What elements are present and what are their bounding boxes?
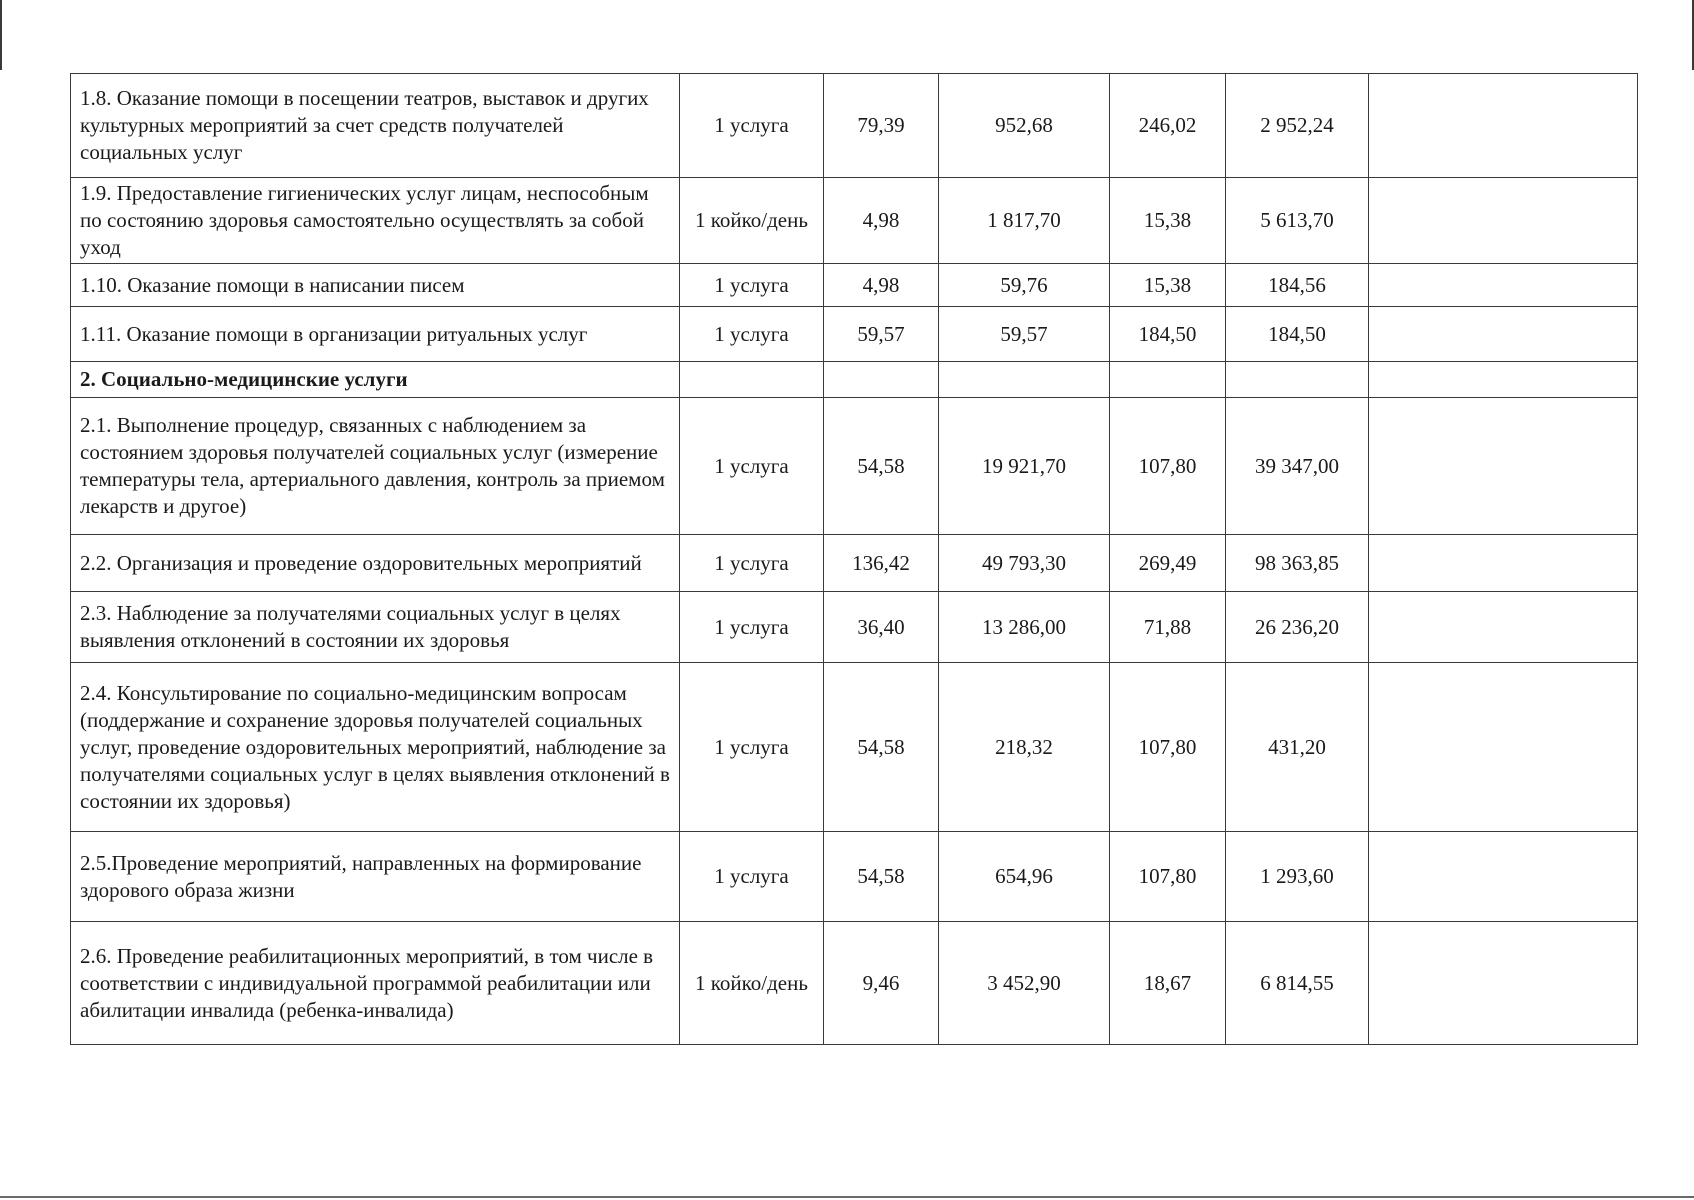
value-cell-4: 184,56 xyxy=(1226,264,1369,307)
unit-cell: 1 услуга xyxy=(680,307,824,362)
page-edge-left xyxy=(0,0,2,70)
note-cell xyxy=(1369,74,1638,178)
value-cell-2: 19 921,70 xyxy=(939,398,1110,535)
service-name-cell: 2.4. Консультирование по социально-медицинским вопросам (поддержание и сохранение здоровья получателей социальных услуг, проведение оздоровительных мероприятий, наблюдение за получателями социальных услуг в целях выявления отклонений в состоянии их здоровья) xyxy=(71,663,680,832)
service-name-cell: 1.9. Предоставление гигиенических услуг лицам, неспособным по состоянию здоровья самостоятельно осуществлять за собой уход xyxy=(71,178,680,264)
value-cell-4: 26 236,20 xyxy=(1226,592,1369,663)
value-cell-1: 59,57 xyxy=(824,307,939,362)
unit-cell: 1 койко/день xyxy=(680,178,824,264)
value-cell-2 xyxy=(939,362,1110,398)
value-cell-2: 59,76 xyxy=(939,264,1110,307)
service-name-cell: 2.2. Организация и проведение оздоровительных мероприятий xyxy=(71,535,680,592)
value-cell-2: 218,32 xyxy=(939,663,1110,832)
value-cell-3 xyxy=(1110,362,1226,398)
unit-cell: 1 койко/день xyxy=(680,922,824,1045)
value-cell-3: 184,50 xyxy=(1110,307,1226,362)
unit-cell: 1 услуга xyxy=(680,832,824,922)
value-cell-4: 184,50 xyxy=(1226,307,1369,362)
value-cell-4: 39 347,00 xyxy=(1226,398,1369,535)
note-cell xyxy=(1369,832,1638,922)
note-cell xyxy=(1369,398,1638,535)
value-cell-3: 15,38 xyxy=(1110,264,1226,307)
value-cell-4: 98 363,85 xyxy=(1226,535,1369,592)
unit-cell: 1 услуга xyxy=(680,535,824,592)
unit-cell: 1 услуга xyxy=(680,592,824,663)
value-cell-1 xyxy=(824,362,939,398)
table-row xyxy=(71,74,1638,178)
value-cell-1: 4,98 xyxy=(824,178,939,264)
table-row xyxy=(71,398,1638,535)
unit-cell: 1 услуга xyxy=(680,398,824,535)
services-tariff-table xyxy=(70,73,1638,1045)
note-cell xyxy=(1369,307,1638,362)
value-cell-3: 269,49 xyxy=(1110,535,1226,592)
value-cell-1: 4,98 xyxy=(824,264,939,307)
services-table-body xyxy=(71,74,1638,1045)
value-cell-2: 1 817,70 xyxy=(939,178,1110,264)
value-cell-2: 13 286,00 xyxy=(939,592,1110,663)
value-cell-4: 2 952,24 xyxy=(1226,74,1369,178)
unit-cell xyxy=(680,362,824,398)
service-name-cell: 2.1. Выполнение процедур, связанных с наблюдением за состоянием здоровья получателей социальных услуг (измерение температуры тела, артериального давления, контроль за приемом лекарств и другое) xyxy=(71,398,680,535)
service-name-cell: 1.8. Оказание помощи в посещении театров, выставок и других культурных мероприятий за счет средств получателей социальных услуг xyxy=(71,74,680,178)
service-name-cell: 1.11. Оказание помощи в организации ритуальных услуг xyxy=(71,307,680,362)
value-cell-4: 1 293,60 xyxy=(1226,832,1369,922)
note-cell xyxy=(1369,264,1638,307)
value-cell-3: 18,67 xyxy=(1110,922,1226,1045)
value-cell-1: 9,46 xyxy=(824,922,939,1045)
value-cell-3: 107,80 xyxy=(1110,663,1226,832)
value-cell-4: 6 814,55 xyxy=(1226,922,1369,1045)
value-cell-3: 15,38 xyxy=(1110,178,1226,264)
service-name-cell: 2.6. Проведение реабилитационных мероприятий, в том числе в соответствии с индивидуальной программой реабилитации или абилитации инвалида (ребенка-инвалида) xyxy=(71,922,680,1045)
value-cell-2: 59,57 xyxy=(939,307,1110,362)
table-row xyxy=(71,922,1638,1045)
unit-cell: 1 услуга xyxy=(680,74,824,178)
section-header-row xyxy=(71,362,1638,398)
scan-bottom-edge xyxy=(0,1196,1694,1198)
value-cell-3: 107,80 xyxy=(1110,832,1226,922)
value-cell-4 xyxy=(1226,362,1369,398)
table-row xyxy=(71,832,1638,922)
service-name-cell: 2.3. Наблюдение за получателями социальных услуг в целях выявления отклонений в состоянии их здоровья xyxy=(71,592,680,663)
table-row xyxy=(71,592,1638,663)
unit-cell: 1 услуга xyxy=(680,264,824,307)
value-cell-4: 431,20 xyxy=(1226,663,1369,832)
value-cell-3: 71,88 xyxy=(1110,592,1226,663)
value-cell-2: 654,96 xyxy=(939,832,1110,922)
note-cell xyxy=(1369,178,1638,264)
note-cell xyxy=(1369,535,1638,592)
table-row xyxy=(71,307,1638,362)
section-title: 2. Социально-медицинские услуги xyxy=(71,362,680,398)
value-cell-1: 54,58 xyxy=(824,398,939,535)
unit-cell: 1 услуга xyxy=(680,663,824,832)
value-cell-2: 952,68 xyxy=(939,74,1110,178)
note-cell xyxy=(1369,663,1638,832)
value-cell-1: 79,39 xyxy=(824,74,939,178)
service-name-cell: 1.10. Оказание помощи в написании писем xyxy=(71,264,680,307)
value-cell-1: 54,58 xyxy=(824,663,939,832)
value-cell-3: 107,80 xyxy=(1110,398,1226,535)
value-cell-4: 5 613,70 xyxy=(1226,178,1369,264)
table-row xyxy=(71,663,1638,832)
value-cell-1: 36,40 xyxy=(824,592,939,663)
value-cell-3: 246,02 xyxy=(1110,74,1226,178)
note-cell xyxy=(1369,362,1638,398)
table-row xyxy=(71,264,1638,307)
value-cell-2: 49 793,30 xyxy=(939,535,1110,592)
value-cell-2: 3 452,90 xyxy=(939,922,1110,1045)
service-name-cell: 2.5.Проведение мероприятий, направленных на формирование здорового образа жизни xyxy=(71,832,680,922)
value-cell-1: 54,58 xyxy=(824,832,939,922)
note-cell xyxy=(1369,922,1638,1045)
value-cell-1: 136,42 xyxy=(824,535,939,592)
note-cell xyxy=(1369,592,1638,663)
table-row xyxy=(71,535,1638,592)
table-row xyxy=(71,178,1638,264)
